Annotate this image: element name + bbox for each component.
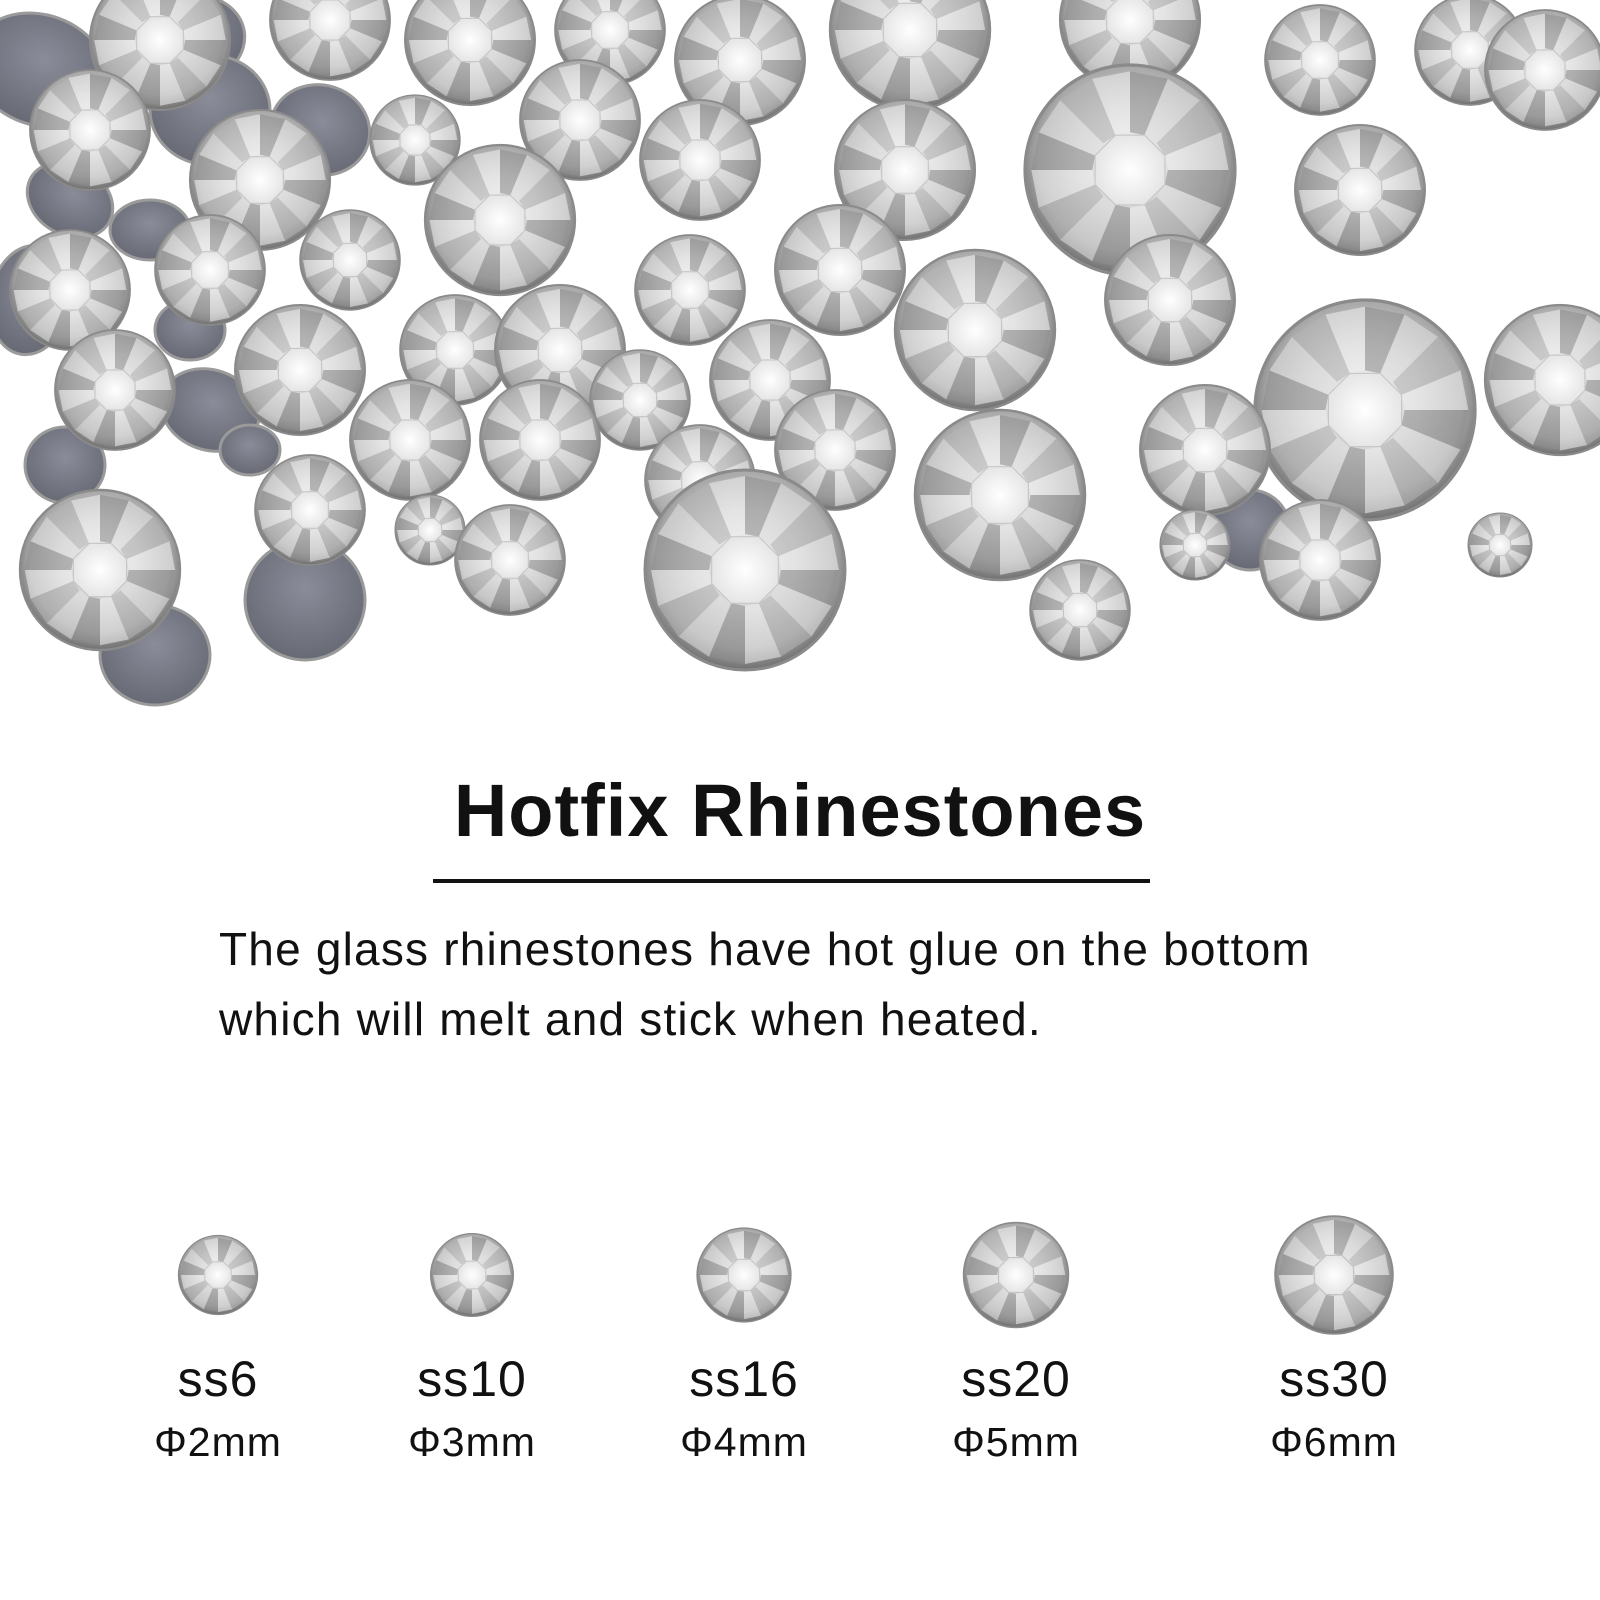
size-item-ss6 (108, 1200, 328, 1465)
rhinestone-pile-image (0, 0, 1600, 720)
rhinestone-icon (964, 1223, 1069, 1328)
rhinestone-icon (645, 470, 845, 670)
rhinestone-icon (155, 215, 265, 325)
size-code: ss30 (1279, 1351, 1389, 1407)
rhinestone-icon (1260, 500, 1380, 620)
rhinestone-icon (405, 0, 535, 105)
rhinestone-icon (270, 0, 390, 80)
rhinestone-icon (915, 410, 1085, 580)
rhinestone-icon (959, 1218, 1073, 1332)
rhinestone-icon (1485, 305, 1600, 455)
size-item-ss16 (634, 1200, 854, 1465)
rhinestone-icon (693, 1224, 795, 1326)
rhinestone-pile-icon (0, 0, 1600, 720)
size-code: ss20 (961, 1351, 1071, 1407)
rhinestone-icon (300, 210, 400, 310)
glue-back-icon (220, 425, 280, 475)
rhinestone-icon (455, 505, 565, 615)
rhinestone-icon (178, 1235, 257, 1314)
rhinestone-icon (1468, 513, 1532, 577)
size-item-ss30 (1224, 1200, 1444, 1465)
title-underline (433, 879, 1150, 883)
rhinestone-icon (775, 205, 905, 335)
rhinestone-icon (235, 305, 365, 435)
rhinestone-icon (175, 1232, 261, 1318)
rhinestone-icon (1030, 560, 1130, 660)
rhinestone-icon (697, 1228, 791, 1322)
size-diameter: Φ6mm (1270, 1419, 1398, 1465)
rhinestone-icon (1485, 10, 1600, 130)
size-diameter: Φ5mm (952, 1419, 1080, 1465)
product-description (219, 914, 1419, 1054)
size-code: ss10 (417, 1351, 527, 1407)
rhinestone-icon (640, 100, 760, 220)
rhinestone-icon (1270, 1211, 1398, 1339)
rhinestone-icon (1265, 5, 1375, 115)
rhinestone-icon (255, 455, 365, 565)
rhinestone-icon (1275, 1216, 1393, 1334)
size-item-ss20 (906, 1200, 1126, 1465)
rhinestone-icon (55, 330, 175, 450)
rhinestone-icon (1105, 235, 1235, 365)
rhinestone-icon (895, 250, 1055, 410)
description-line-2: which will melt and stick when heated. (219, 993, 1042, 1045)
rhinestone-icon (350, 380, 470, 500)
rhinestone-icon (20, 490, 180, 650)
rhinestone-icon (1255, 300, 1475, 520)
rhinestone-icon (30, 70, 150, 190)
size-item-ss10 (362, 1200, 582, 1465)
rhinestone-icon (480, 380, 600, 500)
description-line-1: The glass rhinestones have hot glue on the bottom (219, 923, 1311, 975)
size-code: ss16 (689, 1351, 799, 1407)
rhinestone-icon (1140, 385, 1270, 515)
size-diameter: Φ3mm (408, 1419, 536, 1465)
rhinestone-icon (1160, 510, 1230, 580)
size-diameter: Φ4mm (680, 1419, 808, 1465)
rhinestone-icon (425, 145, 575, 295)
rhinestone-icon (427, 1230, 517, 1320)
rhinestone-icon (635, 235, 745, 345)
size-diameter: Φ2mm (154, 1419, 282, 1465)
page-title: Hotfix Rhinestones (453, 769, 1147, 852)
rhinestone-icon (1295, 125, 1425, 255)
size-code: ss6 (177, 1351, 259, 1407)
rhinestone-icon (830, 0, 990, 110)
rhinestone-icon (431, 1234, 514, 1317)
